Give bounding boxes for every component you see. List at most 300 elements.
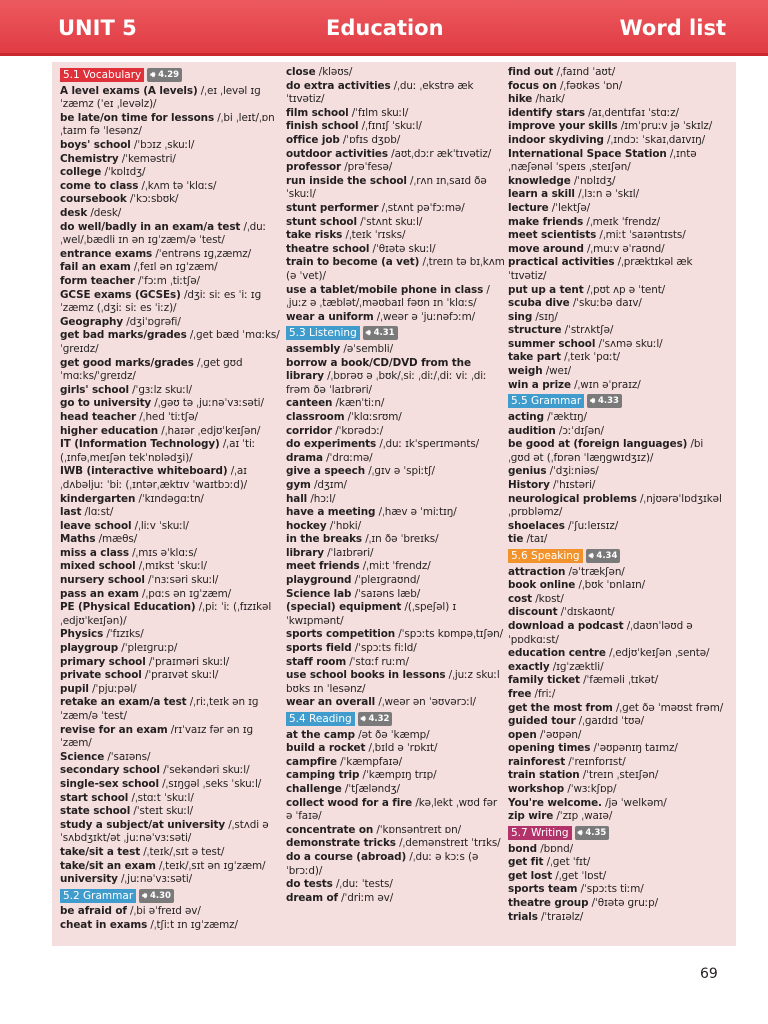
word-entry [60, 425, 280, 439]
word-phonetic: /ˌjuːz ə ˌtæblət/ˌməʊbaɪl fəʊn ɪn ˈklɑːs/ [286, 283, 490, 310]
word-phonetic: /ˈbɔɪz ˌskuːl/ [130, 139, 195, 152]
word-term: be good at (foreign languages) [508, 438, 688, 451]
audio-track-button[interactable] [363, 326, 398, 340]
speaker-icon: 🔊︎ [142, 890, 150, 900]
word-phonetic: /ˈhɪstəri/ [549, 478, 596, 491]
word-entry [60, 873, 280, 887]
word-phonetic: /(ˌspeʃəl) ɪˈkwɪpmənt/ [286, 601, 457, 627]
word-phonetic: /ˈnɜːsəri skuːl/ [144, 574, 219, 587]
word-phonetic: /ˌpræktɪkəl ækˈtɪvətiz/ [508, 256, 693, 282]
word-term: tie [508, 533, 524, 546]
word-term: do a course (abroad) [286, 851, 407, 864]
word-phonetic: /ˈklɑːsrʊm/ [344, 410, 402, 423]
word-entry [286, 588, 506, 602]
word-term: acting [508, 410, 544, 423]
word-phonetic: /aɪˌdentɪfaɪ ˈstɑːz/ [584, 106, 679, 119]
word-phonetic: /kænˈtiːn/ [332, 397, 385, 410]
audio-track-button[interactable] [147, 68, 182, 82]
word-term: get fit [508, 856, 544, 869]
word-entry [60, 207, 280, 221]
word-term: private school [60, 669, 142, 682]
word-term: scuba dive [508, 297, 570, 310]
word-phonetic: /ˈspɔːts tiːm/ [577, 883, 644, 896]
word-entry [286, 120, 506, 134]
word-entry [60, 411, 280, 425]
word-entry [508, 493, 728, 520]
word-entry [60, 751, 280, 765]
word-entry [508, 411, 728, 425]
word-term: summer school [508, 337, 596, 350]
word-phonetic: /ˌteɪk ˈrɪsks/ [342, 229, 406, 242]
word-term: run inside the school [286, 174, 407, 187]
word-phonetic: /ˌteɪk/ˌsɪt ə test/ [140, 845, 225, 858]
word-phonetic: /ˈdɪskaʊnt/ [557, 606, 615, 619]
word-phonetic: /ˈlektʃə/ [548, 201, 591, 214]
word-phonetic: /ˈʃuːleɪsɪz/ [564, 519, 619, 532]
word-term: do extra activities [286, 79, 391, 92]
word-term: come to class [60, 179, 139, 192]
word-entry [286, 878, 506, 892]
word-entry [60, 520, 280, 534]
word-term: be afraid of [60, 905, 127, 918]
word-term: train station [508, 769, 580, 782]
word-phonetic: /ˌaɪ ˌdʌbəljuː ˈbiː (ˌɪntərˌæktɪv ˈwaɪtbɔːd)/ [60, 465, 248, 491]
word-entry [60, 261, 280, 275]
word-entry [508, 688, 728, 702]
word-entry [286, 134, 506, 148]
word-entry [508, 870, 728, 884]
word-phonetic: /ˈdrɑːmə/ [322, 451, 373, 464]
section-tag: 5.7 Writing [508, 826, 572, 840]
word-term: sing [508, 310, 533, 323]
word-phonetic: /ˌfeɪl ən ɪɡˈzæm/ [130, 261, 218, 274]
word-phonetic: /əˈtrækʃən/ [565, 565, 625, 578]
word-entry [508, 425, 728, 439]
word-phonetic: /ˌdaʊnˈləʊd ə ˈpɒdkɑːst/ [508, 619, 693, 646]
word-entry [286, 560, 506, 574]
word-entry [60, 792, 280, 806]
word-phonetic: /dʒiː siː es ˈiː ɪɡˈzæmz (ˌdʒiː siː es ˈiːz)/ [60, 288, 262, 315]
word-entry [508, 107, 728, 121]
section-heading [60, 68, 280, 83]
word-entry [286, 756, 506, 770]
word-phonetic: /ˈpjuːpəl/ [88, 682, 137, 695]
word-term: campfire [286, 755, 337, 768]
word-entry [508, 465, 728, 479]
word-phonetic: /ˌstɑːt ˈskuːl/ [128, 791, 194, 804]
word-phonetic: /kləʊs/ [315, 66, 353, 78]
word-entry [508, 311, 728, 325]
word-term: playground [286, 574, 352, 587]
word-phonetic: /ˌɡet bæd ˈmɑːks/ˈɡreɪdz/ [60, 329, 280, 355]
word-entry [508, 216, 728, 230]
word-entry [286, 851, 506, 878]
word-term: weigh [508, 365, 543, 378]
word-phonetic: /ˌɡet ðə ˈməʊst frəm/ [612, 701, 724, 714]
word-term: Chemistry [60, 152, 119, 165]
word-entry [286, 107, 506, 121]
word-list-column-3 [508, 66, 728, 924]
word-phonetic: /ˌrʌn ɪnˌsaɪd ðə ˈskuːl/ [286, 174, 487, 201]
word-entry [286, 66, 506, 80]
word-phonetic: /ˈθɪətə skuːl/ [369, 242, 436, 255]
audio-track-number: 4.31 [373, 328, 395, 339]
word-phonetic: /sɪŋ/ [532, 310, 558, 323]
word-term: sports competition [286, 628, 396, 641]
word-entry [60, 180, 280, 194]
word-term: classroom [286, 410, 345, 423]
word-term: do well/badly in an exam/a test [60, 220, 241, 233]
word-term: theatre group [508, 896, 589, 909]
word-entry [60, 628, 280, 642]
word-phonetic: /ˈtraɪəlz/ [537, 910, 584, 923]
word-entry [508, 742, 728, 756]
word-term: use a tablet/mobile phone in class [286, 283, 484, 296]
word-term: professor [286, 161, 342, 174]
section-tag: 5.3 Listening [286, 326, 360, 340]
word-phonetic: /ˌduː ˌekstrə ækˈtɪvətiz/ [286, 79, 474, 106]
word-entry [286, 357, 506, 398]
word-term: camping trip [286, 769, 360, 782]
word-phonetic: /haɪk/ [532, 93, 565, 106]
word-phonetic: /ˌɪn ðə ˈbreɪks/ [362, 533, 439, 546]
word-phonetic: /ˌmɪs əˈklɑːs/ [128, 546, 197, 559]
speaker-icon: 🔊︎ [577, 827, 586, 837]
word-phonetic: /ˈfæməli ˌtɪkət/ [579, 674, 659, 687]
word-term: canteen [286, 397, 333, 410]
word-entry [60, 919, 280, 933]
word-entry [60, 384, 280, 398]
word-phonetic: /ˌjuːnəˈvɜːsəti/ [117, 873, 193, 886]
word-entry [60, 683, 280, 697]
word-term: bond [508, 842, 538, 855]
word-term: demonstrate tricks [286, 837, 396, 850]
word-phonetic: /ˌpɑːs ən ɪɡˈzæm/ [138, 587, 232, 600]
word-entry [60, 166, 280, 180]
word-phonetic: /dʒɪm/ [310, 478, 347, 491]
word-entry [60, 642, 280, 656]
audio-track-button[interactable] [586, 549, 621, 563]
word-entry [286, 465, 506, 479]
word-entry [508, 520, 728, 534]
word-phonetic: /ˌaɪ ˈtiː (ˌɪnfəˌmeɪʃən tekˈnɒlədʒi)/ [60, 438, 256, 464]
section-tag: 5.2 Grammar [60, 889, 136, 903]
word-entry [286, 628, 506, 642]
section-heading [286, 712, 506, 727]
word-phonetic: /ˈpleɪɡraʊnd/ [351, 574, 420, 587]
audio-track-button[interactable] [139, 889, 174, 903]
word-phonetic: /ˈkeməstri/ [118, 152, 176, 165]
word-term: use school books in lessons [286, 669, 446, 682]
word-entry [508, 134, 728, 148]
word-term: make friends [508, 215, 584, 228]
word-term: sports field [286, 642, 352, 655]
word-entry [286, 837, 506, 851]
word-phonetic: /ˌsɪŋɡəl ˌseks ˈskuːl/ [158, 777, 262, 790]
word-term: higher education [60, 424, 159, 437]
word-term: finish school [286, 120, 359, 133]
word-phonetic: /ˈsaɪəns læb/ [351, 587, 421, 600]
word-phonetic: /ˈlaɪbrəri/ [323, 546, 374, 559]
word-term: discount [508, 606, 558, 619]
word-term: identify stars [508, 106, 585, 119]
word-term: secondary school [60, 764, 160, 777]
word-term: knowledge [508, 174, 571, 187]
word-term: trials [508, 910, 538, 923]
word-term: indoor skydiving [508, 133, 604, 146]
word-phonetic: /ˈspɔːts fiːld/ [351, 642, 417, 655]
word-phonetic: /ˌduː ˌwel/ˌbædli ɪn ən ɪɡˈzæm/ə ˈtest/ [60, 220, 267, 247]
word-entry [286, 642, 506, 656]
word-phonetic: /ˌedjʊˈkeɪʃən ˌsentə/ [605, 647, 710, 660]
word-term: Maths [60, 533, 96, 546]
word-phonetic: /ˌfɪnɪʃ ˈskuːl/ [358, 120, 422, 133]
word-phonetic: /ˈθɪətə ɡruːp/ [588, 896, 659, 909]
word-entry [508, 769, 728, 783]
word-phonetic: /ˌduː ˈtests/ [332, 878, 393, 891]
word-entry [508, 66, 728, 80]
audio-track-number: 4.30 [149, 890, 171, 901]
word-entry [508, 120, 728, 134]
word-phonetic: /lɑːst/ [81, 506, 114, 519]
section-heading [508, 549, 728, 564]
word-term: Science lab [286, 587, 352, 600]
word-phonetic: /dʒiˈɒɡrəfi/ [123, 315, 181, 328]
word-entry [508, 797, 728, 811]
word-entry [508, 783, 728, 797]
word-term: retake an exam/a test [60, 696, 187, 709]
word-entry [508, 379, 728, 393]
word-term: sports team [508, 883, 578, 896]
word-phonetic: /ˌbi ˌleɪt/ˌɒn ˌtaɪm fə ˈlesənz/ [60, 111, 275, 138]
word-entry [286, 547, 506, 561]
word-term: take part [508, 351, 561, 364]
word-entry [60, 819, 280, 846]
word-phonetic: /hɔːl/ [307, 492, 336, 505]
word-term: Geography [60, 315, 123, 328]
word-phonetic: /taɪ/ [523, 533, 548, 546]
word-term: hall [286, 492, 308, 505]
word-list-column-2 [286, 66, 506, 905]
word-phonetic: /ˌtʃiːt ɪn ɪɡˈzæmz/ [147, 919, 238, 931]
word-phonetic: /ˈsteɪt skuːl/ [130, 805, 194, 818]
word-term: playgroup [60, 642, 119, 655]
word-phonetic: /ˈsaɪəns/ [104, 750, 151, 763]
word-entry [508, 202, 728, 216]
word-entry [286, 284, 506, 311]
word-phonetic: /ˌteɪk/ˌsɪt ən ɪɡˈzæm/ [155, 859, 266, 872]
word-entry [60, 669, 280, 683]
word-phonetic: /ˌhaɪər ˌedjʊˈkeɪʃən/ [158, 424, 261, 437]
word-term: boys' school [60, 139, 131, 152]
word-phonetic: /aʊtˌdɔːr ækˈtɪvətiz/ [387, 147, 492, 160]
word-entry [60, 85, 280, 112]
word-entry [508, 533, 728, 547]
word-term: staff room [286, 655, 347, 668]
word-phonetic: /friː/ [531, 687, 556, 700]
word-entry [508, 229, 728, 243]
word-term: pupil [60, 682, 89, 695]
word-term: entrance exams [60, 247, 153, 260]
word-phonetic: /ˈdʒiːniəs/ [546, 465, 599, 478]
audio-track-number: 4.33 [597, 396, 619, 407]
word-entry [286, 824, 506, 838]
word-entry [60, 329, 280, 356]
word-entry [60, 778, 280, 792]
word-entry [60, 316, 280, 330]
word-entry [508, 593, 728, 607]
word-phonetic: /ˈreɪnfɒrɪst/ [565, 755, 626, 768]
word-term: take/sit an exam [60, 859, 156, 872]
word-phonetic: /kəˌlekt ˌwʊd fər ə ˈfaɪə/ [286, 796, 498, 823]
section-tag: 5.6 Speaking [508, 549, 583, 563]
audio-track-button[interactable] [587, 394, 622, 408]
word-phonetic: /ˈtʃæləndʒ/ [341, 783, 400, 796]
word-term: opening times [508, 742, 591, 755]
word-term: get good marks/grades [60, 356, 194, 369]
word-entry [508, 620, 728, 647]
word-entry [60, 724, 280, 751]
speaker-icon: 🔊︎ [150, 69, 159, 79]
word-term: head teacher [60, 410, 137, 423]
word-entry [508, 661, 728, 675]
word-entry [286, 574, 506, 588]
word-entry [60, 397, 280, 411]
word-entry [286, 696, 506, 710]
word-phonetic: /weɪ/ [542, 365, 572, 378]
word-entry [508, 338, 728, 352]
word-phonetic: /ˌbɪld ə ˈrɒkɪt/ [365, 742, 438, 755]
word-term: coursebook [60, 193, 127, 206]
word-term: wear a uniform [286, 310, 374, 323]
word-phonetic: /ˌduː ə kɔːs (əˈbrɔːd)/ [286, 851, 479, 877]
word-entry [508, 351, 728, 365]
word-phonetic: /ˌteɪk ˈpɑːt/ [560, 351, 620, 364]
word-phonetic: /ˈæktɪŋ/ [543, 410, 587, 423]
word-phonetic: /ˌɡet ˈfɪt/ [543, 856, 591, 869]
word-term: family ticket [508, 674, 580, 687]
section-tag: 5.5 Grammar [508, 394, 584, 408]
word-phonetic: /ˈskuːbə daɪv/ [569, 297, 642, 310]
word-phonetic: /ˌɪndɔː ˈskaɪˌdaɪvɪŋ/ [603, 133, 705, 146]
audio-track-button[interactable] [358, 712, 393, 726]
word-term: wear an overall [286, 696, 376, 709]
word-entry [286, 769, 506, 783]
audio-track-button[interactable] [575, 826, 610, 840]
word-term: dream of [286, 891, 338, 904]
word-phonetic: /ˈɡɜːlz skuːl/ [128, 383, 192, 396]
word-term: outdoor activities [286, 147, 388, 160]
word-entry [60, 601, 280, 628]
word-phonetic: /ˌmeɪk ˈfrendz/ [583, 215, 661, 228]
word-phonetic: /ˈpraɪvət skuːl/ [141, 669, 219, 682]
word-term: corridor [286, 424, 333, 437]
word-term: genius [508, 465, 547, 478]
word-phonetic: /desk/ [87, 207, 122, 220]
word-term: primary school [60, 655, 146, 668]
word-term: single-sex school [60, 777, 159, 790]
word-term: do experiments [286, 438, 377, 451]
word-entry [508, 93, 728, 107]
word-term: win a prize [508, 378, 571, 391]
word-entry [286, 161, 506, 175]
word-term: assembly [286, 342, 341, 355]
word-term: form teacher [60, 275, 135, 287]
word-term: take risks [286, 229, 343, 242]
word-list-column-1 [60, 66, 280, 933]
word-term: close [286, 66, 316, 78]
word-term: stunt performer [286, 201, 379, 214]
audio-track-number: 4.35 [585, 827, 607, 838]
word-term: build a rocket [286, 742, 366, 755]
word-entry [60, 696, 280, 723]
word-entry [508, 188, 728, 202]
word-term: film school [286, 106, 349, 119]
word-phonetic: /ˈsekəndəri skuːl/ [159, 764, 250, 777]
word-term: take/sit a test [60, 845, 141, 858]
word-entry [286, 656, 506, 670]
word-phonetic: /ˌstʌdi ə ˈsʌbdʒɪkt/ət ˌjuːnəˈvɜːsəti/ [60, 818, 269, 845]
word-entry [60, 764, 280, 778]
word-term: education centre [508, 647, 606, 660]
word-phonetic: /ˌduː ɪkˈsperɪmənts/ [376, 438, 480, 451]
header-rule [0, 53, 768, 56]
word-phonetic: /bɒnd/ [537, 842, 573, 855]
word-entry [286, 202, 506, 216]
word-term: revise for an exam [60, 723, 168, 736]
word-entry [508, 715, 728, 729]
word-entry [508, 810, 728, 824]
word-phonetic: /ɔːˈdɪʃən/ [555, 424, 604, 437]
word-term: put up a tent [508, 283, 584, 296]
word-phonetic: /ˌnjʊərəˈlɒdʒɪkəl ˌprɒbləmz/ [508, 492, 722, 519]
word-term: guided tour [508, 715, 576, 728]
word-entry [286, 243, 506, 257]
word-phonetic: /ˈentrəns ɪɡˌzæmz/ [152, 247, 251, 260]
word-phonetic: /ˌmiːt ˈfrendz/ [359, 560, 431, 573]
word-term: workshop [508, 783, 565, 796]
word-phonetic: /ˈdriːm əv/ [337, 891, 394, 904]
word-term: gym [286, 478, 311, 491]
speaker-icon: 🔊︎ [588, 550, 597, 560]
word-entry [508, 284, 728, 298]
word-entry [60, 438, 280, 465]
word-term: at the camp [286, 728, 355, 741]
word-term: kindergarten [60, 492, 136, 505]
word-term: challenge [286, 783, 342, 796]
word-entry [60, 547, 280, 561]
word-phonetic: /ˌɡəʊ tə ˌjuːnəˈvɜːsəti/ [151, 397, 264, 410]
audio-track-number: 4.32 [368, 713, 390, 724]
word-entry [508, 606, 728, 620]
word-term: Physics [60, 628, 104, 641]
word-term: attraction [508, 565, 566, 578]
word-entry [60, 153, 280, 167]
page-number: 69 [700, 966, 718, 982]
word-phonetic: /ˈstrʌktʃə/ [561, 324, 614, 337]
word-entry [508, 438, 728, 465]
word-phonetic: /ˌjuːz skuːl bʊks ɪn ˈlesənz/ [286, 669, 500, 695]
word-term: You're welcome. [508, 796, 602, 809]
word-entry [508, 729, 728, 743]
word-phonetic: /ˌmuːv əˈraʊnd/ [583, 242, 665, 255]
word-term: university [60, 873, 118, 886]
word-term: nursery school [60, 574, 145, 587]
word-phonetic: /ˈkæmpɪŋ trɪp/ [359, 769, 437, 782]
word-entry [60, 846, 280, 860]
word-entry [286, 783, 506, 797]
word-term: get lost [508, 869, 553, 882]
